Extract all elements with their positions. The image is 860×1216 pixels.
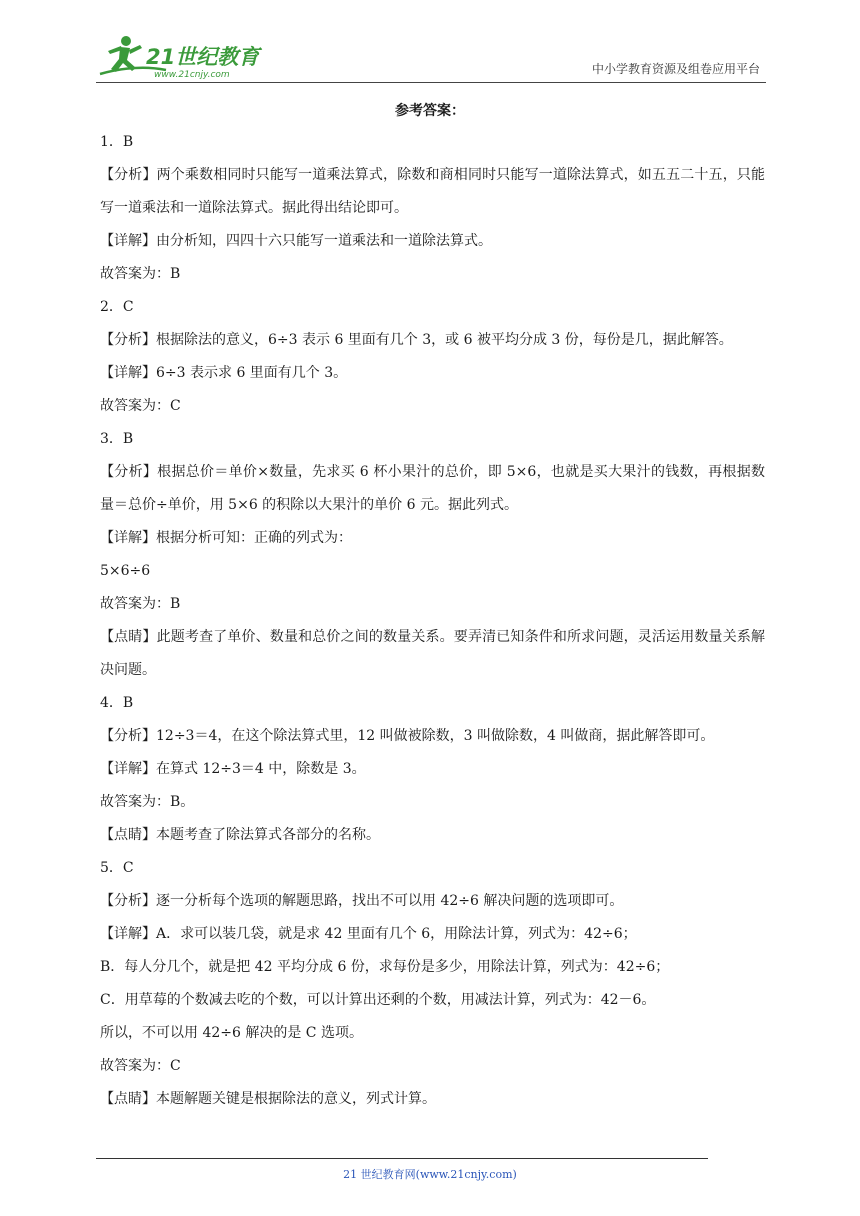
answer-line: 【分析】12÷3＝4，在这个除法算式里，12 叫做被除数，3 叫做除数，4 叫做商，据此解答即可。	[100, 728, 715, 744]
answer-line: 故答案为：B	[100, 596, 181, 612]
logo-text: 21世纪教育	[146, 45, 260, 69]
logo-url: www.21cnjy.com	[154, 70, 230, 80]
answer-line: 故答案为：C	[100, 398, 181, 414]
answer-line: 【详解】在算式 12÷3＝4 中，除数是 3。	[100, 761, 366, 777]
answer-line: 【点睛】本题考查了除法算式各部分的名称。	[100, 827, 380, 843]
page-header	[96, 34, 766, 82]
answer-line: 1．B	[100, 134, 134, 150]
answer-line: B．每人分几个，就是把 42 平均分成 6 份，求每份是多少，用除法计算，列式为：42÷6；	[100, 959, 670, 975]
header-divider	[96, 82, 766, 83]
answer-line: 【分析】两个乘数相同时只能写一道乘法算式，除数和商相同时只能写一道除法算式，如五五二十五，只能写一道乘法和一道除法算式。据此得出结论即可。	[100, 167, 765, 216]
answer-line: 【详解】由分析知，四四十六只能写一道乘法和一道除法算式。	[100, 233, 492, 249]
answer-line: 2．C	[100, 299, 134, 315]
answer-line: 5．C	[100, 860, 134, 876]
footer-link[interactable]: 21 世纪教育网(www.21cnjy.com)	[343, 1168, 517, 1181]
answer-line: 故答案为：B	[100, 266, 181, 282]
answer-line: 4．B	[100, 695, 134, 711]
answer-line: 【详解】根据分析可知：正确的列式为：	[100, 530, 352, 546]
answer-line: 【点睛】本题解题关键是根据除法的意义，列式计算。	[100, 1091, 436, 1107]
answer-line: 所以，不可以用 42÷6 解决的是 C 选项。	[100, 1025, 363, 1041]
answer-line: 【点睛】此题考查了单价、数量和总价之间的数量关系。要弄清已知条件和所求问题，灵活运用数量关系解决问题。	[100, 629, 765, 678]
answer-line: 【分析】根据总价＝单价×数量，先求买 6 杯小果汁的总价，即 5×6，也就是买大果汁的钱数，再根据数量＝总价÷单价，用 5×6 的积除以大果汁的单价 6 元。据此列式。	[100, 464, 765, 513]
answer-line: 【详解】6÷3 表示求 6 里面有几个 3。	[100, 365, 348, 381]
logo	[96, 34, 266, 80]
answer-line: 故答案为：B。	[100, 794, 195, 810]
answer-content	[100, 126, 765, 1116]
answer-line: 3．B	[100, 431, 134, 447]
answer-line: 5×6÷6	[100, 563, 151, 579]
platform-name: 中小学教育资源及组卷应用平台	[591, 62, 760, 76]
answer-line: C．用草莓的个数减去吃的个数，可以计算出还剩的个数，用减法计算，列式为：42－6。	[100, 992, 656, 1008]
answer-line: 【分析】逐一分析每个选项的解题思路，找出不可以用 42÷6 解决问题的选项即可。	[100, 893, 624, 909]
answer-line: 【分析】根据除法的意义，6÷3 表示 6 里面有几个 3，或 6 被平均分成 3 份，每份是几，据此解答。	[100, 332, 733, 348]
runner-icon	[108, 36, 142, 72]
answer-line: 故答案为：C	[100, 1058, 181, 1074]
footer-divider	[96, 1158, 708, 1159]
answer-line: 【详解】A．求可以装几袋，就是求 42 里面有几个 6，用除法计算，列式为：42÷6；	[100, 926, 637, 942]
page-title: 参考答案：	[395, 103, 465, 119]
